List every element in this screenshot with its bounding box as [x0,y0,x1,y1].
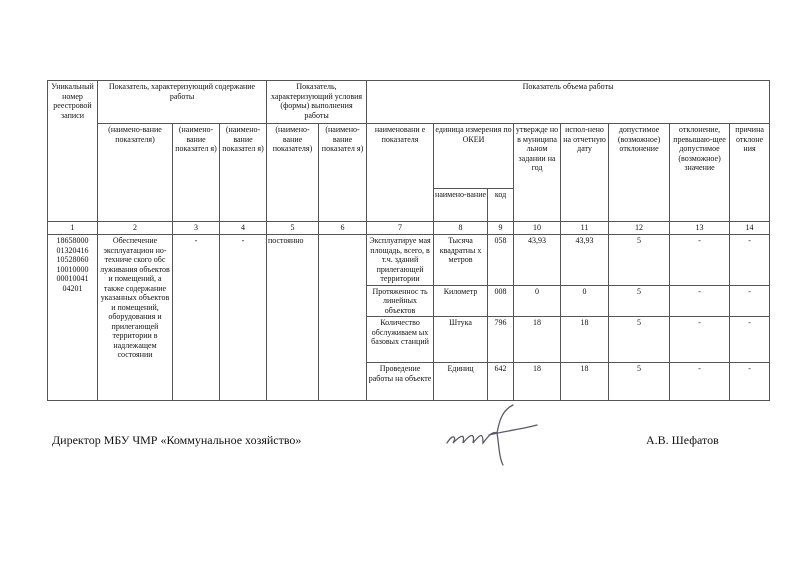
header-unit-name: наимено-вание [434,189,488,222]
row-code: 796 [488,317,514,363]
row-code: 642 [488,363,514,401]
header-content-sub: (наимено-вание показателя) [98,124,173,222]
row-deviation: - [670,235,730,286]
row-approved: 18 [514,317,561,363]
header-volume-group: Показатель объема работы [367,81,770,124]
column-number: 10 [514,222,561,235]
header-row-2 [48,124,770,189]
director-title: Директор МБУ ЧМР «Коммунальное хозяйство» [52,433,302,447]
record-condition-2 [319,235,367,401]
record-id: 18658000 01320416 10528060 10010000 00010041 04201 [48,235,98,401]
row-deviation: - [670,363,730,401]
row-reason: - [730,285,770,317]
table-row [48,235,770,286]
row-indicator-name: Протяженнос ть линейных объектов [367,285,434,317]
row-executed: 18 [561,317,609,363]
row-executed: 18 [561,363,609,401]
header-vol-name: наименовани е показателя [367,124,434,222]
column-number: 8 [434,222,488,235]
row-approved: 18 [514,363,561,401]
report-table [47,80,770,401]
column-number: 7 [367,222,434,235]
header-vol-unit: единица измерения по ОКЕИ [434,124,514,189]
column-number: 13 [670,222,730,235]
record-content: Обеспечение эксплуатацион но-техниче ского обс луживания объектов и помещений, а также содержание указанных объектов и помещений, оборудования и прилегающей территории в надлежащем состоянии [98,235,173,401]
record-content-2: - [173,235,220,401]
column-number: 6 [319,222,367,235]
director-name: А.В. Шефатов [646,433,719,447]
row-unit: Километр [434,285,488,317]
record-content-3: - [220,235,267,401]
column-number: 5 [267,222,319,235]
header-unique-id: Уникальный номер реестровой записи [48,81,98,222]
header-vol-deviation: отклонение, превышаю-щее допустимое (возможное) значение [670,124,730,222]
row-allowed: 5 [609,363,670,401]
row-approved: 0 [514,285,561,317]
column-number: 4 [220,222,267,235]
row-unit: Единиц [434,363,488,401]
row-deviation: - [670,317,730,363]
header-content-group: Показатель, характеризующий содержание работы [98,81,267,124]
header-vol-reason: причина отклоне ния [730,124,770,222]
row-executed: 0 [561,285,609,317]
signature-block [52,433,732,453]
row-reason: - [730,317,770,363]
header-vol-executed: испол-нено на отчетную дату [561,124,609,222]
header-row-1 [48,81,770,124]
header-content-sub: (наимено-вание показател я) [173,124,220,222]
row-deviation: - [670,285,730,317]
record-condition: постоянно [267,235,319,401]
column-number: 2 [98,222,173,235]
row-indicator-name: Количество обслуживаем ых базовых станций [367,317,434,363]
header-condition-sub: (наимено-вание показател я) [319,124,367,222]
header-content-sub: (наимено-вание показател я) [220,124,267,222]
row-allowed: 5 [609,317,670,363]
column-number-row [48,222,770,235]
column-number: 11 [561,222,609,235]
column-number: 3 [173,222,220,235]
header-unit-code: код [488,189,514,222]
row-approved: 43,93 [514,235,561,286]
column-number: 1 [48,222,98,235]
header-vol-allowed: допустимое (возможное) отклонение [609,124,670,222]
column-number: 9 [488,222,514,235]
column-number: 12 [609,222,670,235]
row-indicator-name: Проведение работы на объекте [367,363,434,401]
row-unit: Тысяча квадратны х метров [434,235,488,286]
row-reason: - [730,235,770,286]
header-condition-sub: (наимено-вание показателя) [267,124,319,222]
header-vol-approved: утвержде но в муниципа льном задании на год [514,124,561,222]
row-unit: Штука [434,317,488,363]
row-allowed: 5 [609,235,670,286]
column-number: 14 [730,222,770,235]
row-indicator-name: Эксплуатируе мая площадь, всего, в т.ч. зданий прилегающей территории [367,235,434,286]
row-executed: 43,93 [561,235,609,286]
row-code: 008 [488,285,514,317]
header-condition-group: Показатель, характеризующий условия (формы) выполнения работы [267,81,367,124]
row-reason: - [730,363,770,401]
row-code: 058 [488,235,514,286]
signature-image [433,403,543,473]
row-allowed: 5 [609,285,670,317]
